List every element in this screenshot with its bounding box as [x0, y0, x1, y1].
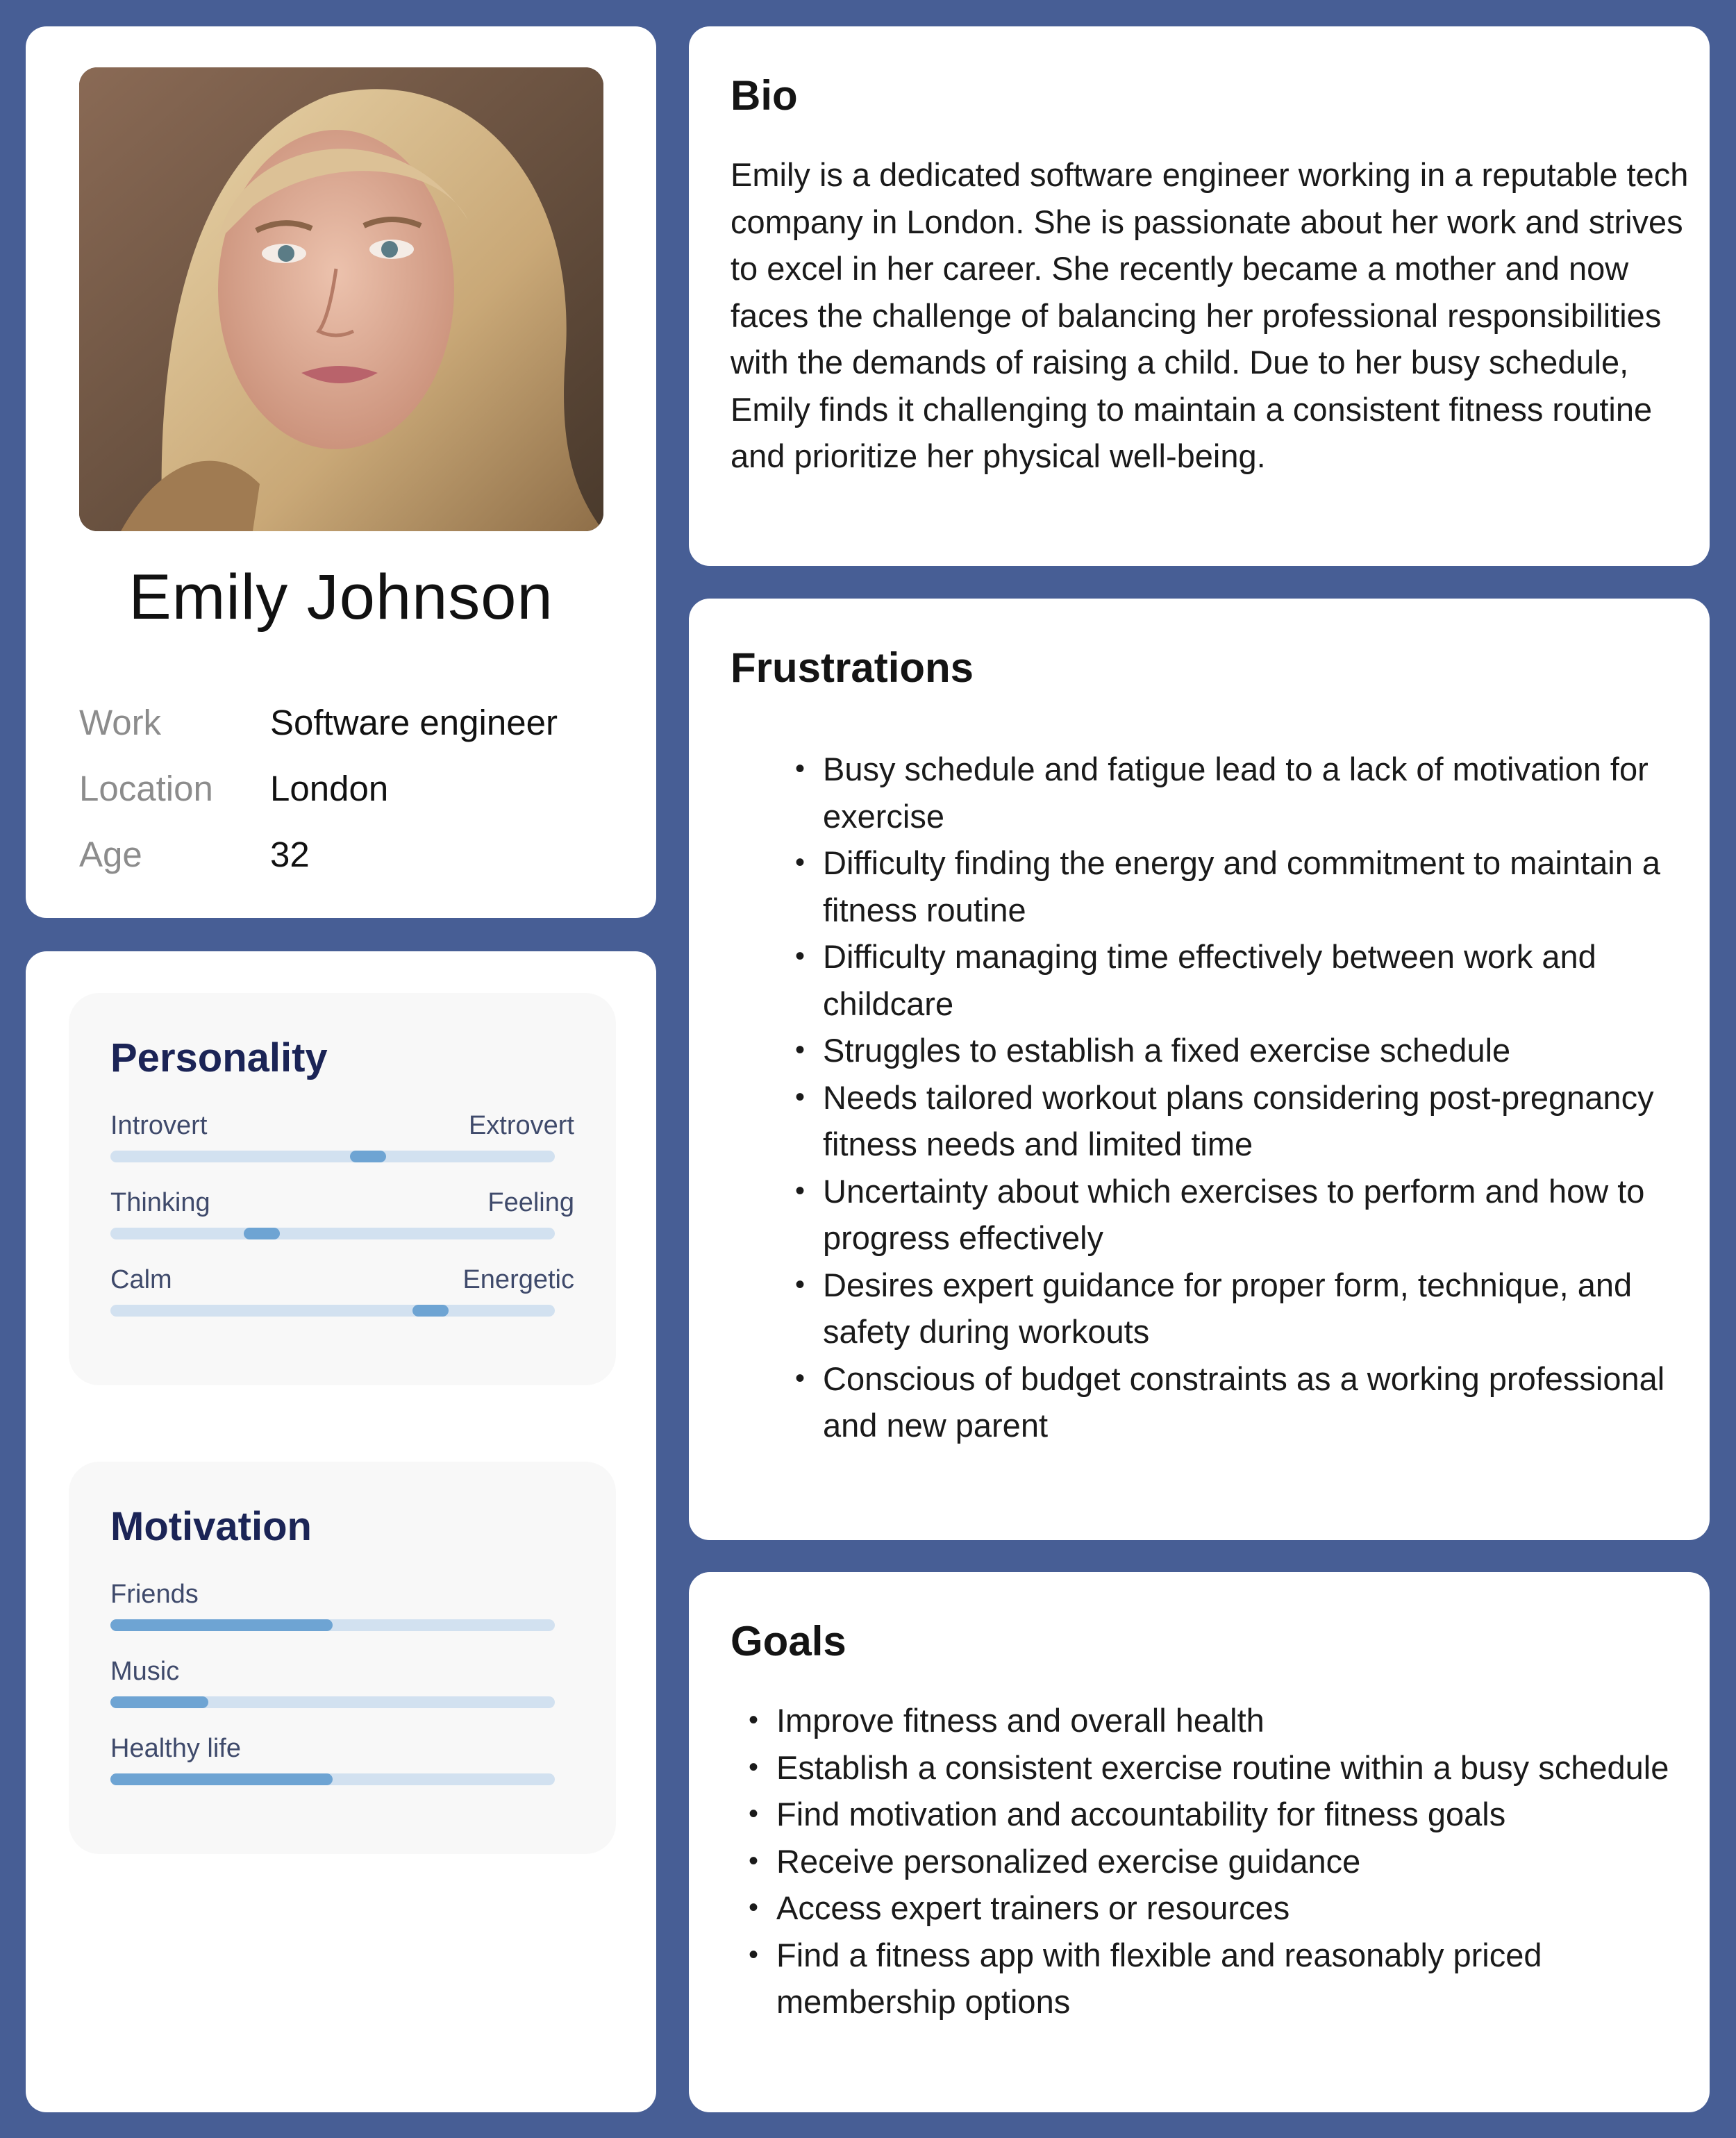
bio-card — [689, 26, 1710, 566]
frustrations-title: Frustrations — [731, 644, 974, 691]
detail-value: 32 — [270, 835, 310, 874]
profile-details — [79, 690, 635, 887]
person-name: Emily Johnson — [128, 562, 553, 633]
slider-track — [110, 1151, 555, 1162]
slider-track — [110, 1228, 555, 1239]
list-item: • Struggles to establish a fixed exercise schedule — [795, 1032, 1511, 1069]
list-item: • Establish a consistent exercise routine within a busy schedule — [749, 1748, 1669, 1786]
personality-panel — [69, 993, 616, 1385]
list-item: • Needs tailored workout plans considering post-pregnancy fitness needs and limited time — [795, 1078, 1654, 1162]
detail-row-location — [79, 755, 635, 821]
motivation-label: Healthy life — [110, 1733, 241, 1763]
bio-title: Bio — [731, 72, 798, 119]
motivation-fill — [110, 1619, 333, 1631]
slider-left-label: Introvert — [110, 1110, 208, 1140]
list-item: • Desires expert guidance for proper form, technique, and safety during workouts — [795, 1266, 1633, 1350]
goals-card — [689, 1572, 1710, 2112]
slider-knob — [350, 1151, 386, 1162]
slider-left-label: Thinking — [110, 1187, 210, 1217]
list-item: • Busy schedule and fatigue lead to a lack of motivation for exercise — [795, 751, 1649, 835]
motivation-track — [110, 1773, 555, 1785]
detail-row-age — [79, 821, 635, 887]
list-item: • Access expert trainers or resources — [749, 1889, 1290, 1926]
slider-knob — [244, 1228, 280, 1239]
motivation-track — [110, 1619, 555, 1631]
list-item: • Receive personalized exercise guidance — [749, 1842, 1361, 1880]
motivation-panel — [69, 1462, 616, 1854]
motivation-title: Motivation — [110, 1504, 312, 1549]
detail-label: Age — [79, 835, 142, 874]
slider-right-label: Energetic — [462, 1264, 574, 1294]
motivation-bar — [110, 1732, 574, 1785]
slider-right-label: Extrovert — [468, 1110, 574, 1140]
personality-slider — [110, 1109, 574, 1162]
motivation-bar — [110, 1578, 574, 1631]
frustrations-card — [689, 599, 1710, 1540]
list-item: • Improve fitness and overall health — [749, 1702, 1265, 1739]
goals-title: Goals — [731, 1618, 846, 1664]
detail-label: Location — [79, 769, 213, 808]
list-item: • Uncertainty about which exercises to perform and how to progress effectively — [795, 1172, 1645, 1256]
slider-left-label: Calm — [110, 1264, 172, 1294]
personality-slider — [110, 1263, 574, 1317]
motivation-track — [110, 1696, 555, 1708]
list-item: • Conscious of budget constraints as a working professional and new parent — [795, 1360, 1665, 1444]
bio-text: Emily is a dedicated software engineer working in a reputable tech company in London. She is passionate about her work and strives to excel in her career. She recently became a mother and now faces the challenge of balancing her professional responsibilities with the demands of raising a child. Due to her busy schedule, Emily finds it challenging to maintain a consistent fitness routine and prioritize her physical well-being. — [731, 156, 1689, 474]
frustrations-list — [795, 746, 1691, 1449]
profile-photo — [79, 67, 603, 531]
motivation-fill — [110, 1696, 208, 1708]
slider-knob — [412, 1305, 449, 1317]
detail-value: Software engineer — [270, 703, 558, 742]
traits-card — [26, 951, 656, 2112]
motivation-label: Friends — [110, 1579, 199, 1609]
list-item: • Find a fitness app with flexible and reasonably priced membership options — [749, 1936, 1542, 2020]
motivation-bar — [110, 1655, 574, 1708]
motivation-fill — [110, 1773, 333, 1785]
detail-label: Work — [79, 703, 162, 742]
list-item: • Difficulty managing time effectively between work and childcare — [795, 938, 1596, 1022]
list-item: • Find motivation and accountability for fitness goals — [749, 1796, 1506, 1832]
list-item: • Difficulty finding the energy and commitment to maintain a fitness routine — [795, 844, 1661, 928]
goals-list — [749, 1697, 1679, 2026]
slider-right-label: Feeling — [487, 1187, 574, 1217]
personality-title: Personality — [110, 1035, 328, 1080]
detail-row-work — [79, 690, 635, 755]
personality-slider — [110, 1186, 574, 1239]
profile-card — [26, 26, 656, 918]
slider-track — [110, 1305, 555, 1317]
detail-value: London — [270, 769, 389, 808]
motivation-label: Music — [110, 1656, 180, 1686]
